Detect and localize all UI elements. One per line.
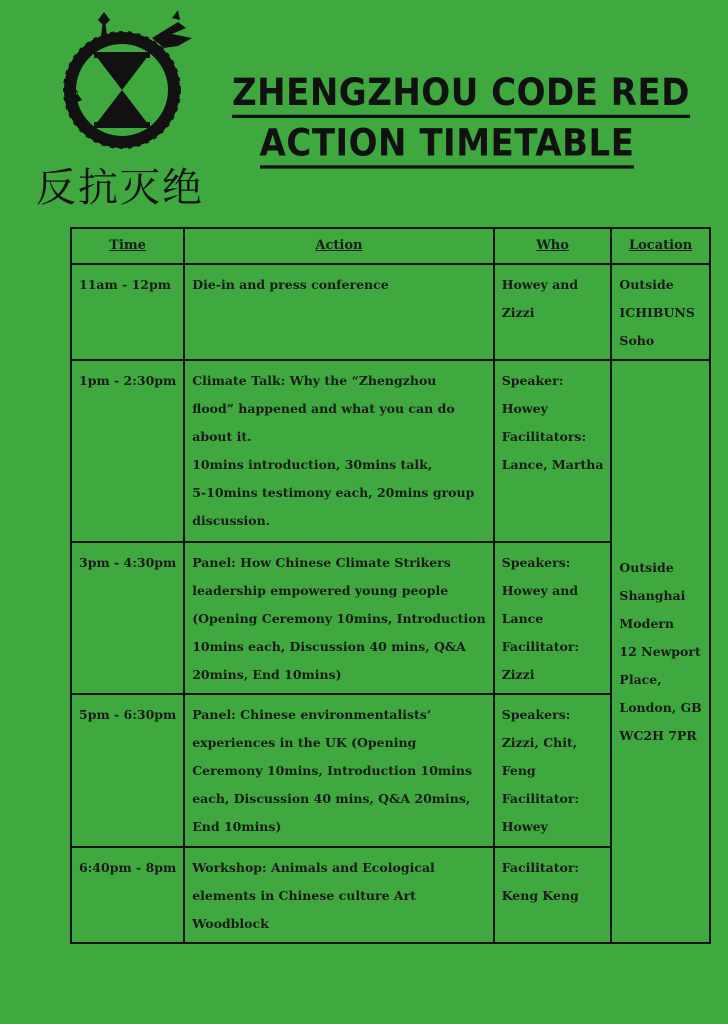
- logo-chinese-text: 反抗灭绝: [36, 165, 204, 211]
- page-title: [232, 67, 690, 168]
- who-cell: Facilitator: Keng Keng: [494, 847, 612, 943]
- title-line-2: ACTION TIMETABLE: [260, 121, 635, 168]
- timetable: [70, 227, 711, 944]
- logo: [30, 8, 230, 211]
- header-action: Action: [184, 228, 493, 264]
- who-cell: Speakers: Howey and Lance Facilitator: Zizzi: [494, 542, 612, 694]
- shared-location-cell: Outside Shanghai Modern 12 Newport Place, London, GB WC2H 7PR: [611, 360, 709, 943]
- time-cell: 1pm - 2:30pm: [71, 360, 184, 542]
- time-cell: 3pm - 4:30pm: [71, 542, 184, 694]
- who-cell: Speaker: Howey Facilitators: Lance, Martha: [494, 360, 612, 542]
- table-row: [71, 360, 710, 542]
- who-cell: Speakers: Zizzi, Chit, Feng Facilitator: Howey: [494, 694, 612, 847]
- time-cell: 11am - 12pm: [71, 264, 184, 360]
- time-cell: 6:40pm - 8pm: [71, 847, 184, 943]
- header-row: [71, 228, 710, 264]
- action-cell: Climate Talk: Why the “Zhengzhou flood” happened and what you can do about it. 10mins introduction, 30mins talk, 5-10mins testimony each, 20mins group discussion.: [184, 360, 493, 542]
- action-cell: Workshop: Animals and Ecological elements in Chinese culture Art Woodblock: [184, 847, 493, 943]
- action-cell: Die-in and press conference: [184, 264, 493, 360]
- time-cell: 5pm - 6:30pm: [71, 694, 184, 847]
- location-cell: Outside ICHIBUNS Soho: [611, 264, 709, 360]
- action-cell: Panel: How Chinese Climate Strikers leadership empowered young people (Opening Ceremony 10mins, Introduction 10mins each, Discussion 40 mins, Q&A 20mins, End 10mins): [184, 542, 493, 694]
- header-time: Time: [71, 228, 184, 264]
- action-cell: Panel: Chinese environmentalists’ experiences in the UK (Opening Ceremony 10mins, Introduction 10mins each, Discussion 40 mins, Q&A 20mins, End 10mins): [184, 694, 493, 847]
- header-who: Who: [494, 228, 612, 264]
- extinction-symbol-icon: [60, 8, 200, 158]
- title-line-1: ZHENGZHOU CODE RED: [232, 71, 690, 118]
- header-location: Location: [611, 228, 709, 264]
- table-row: [71, 264, 710, 360]
- who-cell: Howey and Zizzi: [494, 264, 612, 360]
